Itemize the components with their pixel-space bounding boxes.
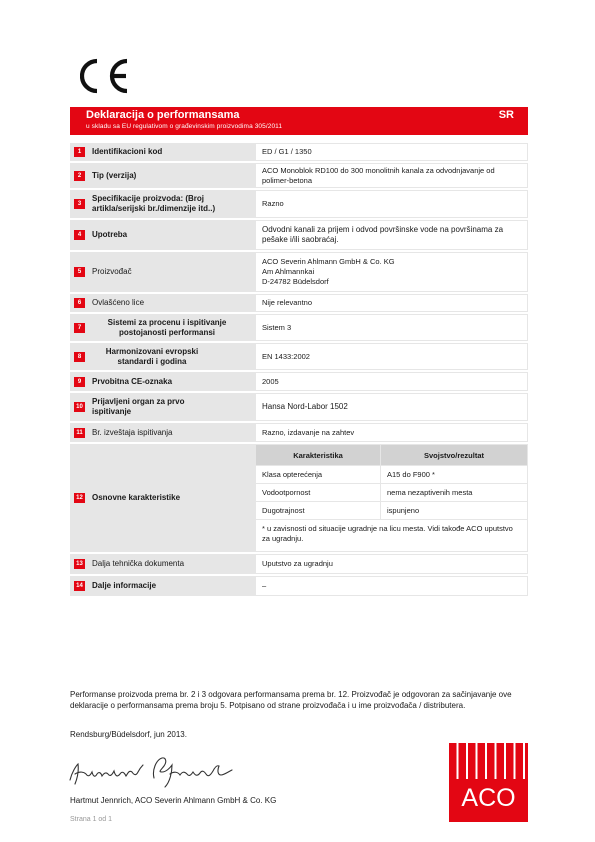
table-row	[70, 393, 528, 421]
row-number: 6	[74, 298, 85, 308]
row-value: EN 1433:2002	[256, 344, 527, 369]
characteristic-name: Dugotrajnost	[262, 506, 305, 515]
row-label: Osnovne karakteristike	[92, 493, 181, 502]
row-value: Razno	[256, 191, 527, 217]
characteristic-row	[256, 484, 527, 501]
table-row	[70, 143, 528, 161]
row-value: –	[256, 577, 527, 595]
row-number: 12	[74, 493, 85, 503]
performance-statement: Performanse proizvoda prema br. 2 i 3 odgovara performansama prema br. 12. Proizvođač je odgovoran za sačinjavanje ove deklaracije o performansama prema broju 5. Potpisano od strane proizvođača i u ime proizvođača / distributera.	[70, 690, 512, 710]
characteristic-value: A15 do F900 *	[380, 466, 527, 483]
row-value	[256, 253, 527, 291]
table-row	[70, 314, 528, 341]
table-row	[70, 343, 528, 370]
language-code: SR	[498, 109, 514, 121]
row-number: 8	[74, 352, 85, 362]
characteristic-value: nema nezaptivenih mesta	[380, 484, 527, 501]
row-value: Sistem 3	[256, 315, 527, 340]
row-number: 9	[74, 377, 85, 387]
manufacturer-street: Am Ahlmannkai	[262, 267, 315, 276]
characteristic-row	[256, 502, 527, 519]
table-row	[70, 294, 528, 312]
table-row	[70, 423, 528, 442]
table-row	[70, 163, 528, 188]
regulation-subtitle: u skladu sa EU regulativom o građevinskim proizvodima 305/2011	[86, 123, 283, 130]
signature-icon	[66, 752, 241, 790]
row-number: 11	[74, 428, 85, 438]
manufacturer-name: ACO Severin Ahlmann GmbH & Co. KG	[262, 257, 395, 266]
place-and-date: Rendsburg/Büdelsdorf, jun 2013.	[70, 730, 187, 739]
declaration-table	[70, 143, 528, 598]
row-number: 2	[74, 171, 85, 181]
characteristics-table	[256, 445, 527, 551]
row-value: ACO Monoblok RD100 do 300 monolitnih kanala za odvodnjavanje od polimer-betona	[256, 164, 527, 187]
table-row	[70, 576, 528, 596]
row-number: 1	[74, 147, 85, 157]
signatory-name: Hartmut Jennrich, ACO Severin Ahlmann GmbH & Co. KG	[70, 796, 277, 805]
row-value: Hansa Nord-Labor 1502	[256, 394, 527, 420]
aco-logo	[449, 743, 528, 822]
table-row	[70, 372, 528, 391]
row-value: Uputstvo za ugradnju	[256, 555, 527, 573]
row-number: 3	[74, 199, 85, 209]
row-label: Dalje informacije	[92, 581, 157, 590]
characteristic-row	[256, 466, 527, 483]
table-row	[70, 444, 528, 552]
row-value: Razno, izdavanje na zahtev	[256, 424, 527, 441]
row-label: Prijavljeni organ za prvo ispitivanje	[92, 397, 185, 416]
row-label: Identifikacioni kod	[92, 147, 163, 156]
characteristic-name: Vodootpornost	[262, 488, 311, 497]
row-label: Specifikacije proizvoda: (Broj artikla/serijski br./dimenzije itd..)	[92, 194, 216, 213]
characteristic-name: Klasa opterećenja	[262, 470, 323, 479]
table-row	[70, 220, 528, 250]
row-number: 10	[74, 402, 85, 412]
row-value: Odvodni kanali za prijem i odvod površinske vode na površinama za pešake i/ili saobraćaj.	[256, 221, 527, 249]
characteristics-header	[256, 445, 527, 465]
row-label: Upotreba	[92, 230, 128, 239]
row-number: 13	[74, 559, 85, 569]
row-label: Harmonizovani evropski standardi i godina	[105, 346, 199, 366]
row-label: Sistemi za procenu i ispitivanje postojanosti performansi	[107, 317, 227, 337]
characteristic-value: ispunjeno	[380, 502, 527, 519]
row-number: 7	[74, 323, 85, 333]
row-value: 2005	[256, 373, 527, 390]
row-value: ED / G1 / 1350	[256, 144, 527, 160]
row-number: 5	[74, 267, 85, 277]
row-number: 4	[74, 230, 85, 240]
table-row	[70, 252, 528, 292]
ce-mark-icon	[80, 58, 140, 94]
table-row	[70, 554, 528, 574]
row-value: Nije relevantno	[256, 295, 527, 311]
svg-text:ACO: ACO	[461, 784, 516, 812]
table-row	[70, 190, 528, 218]
row-label: Proizvođač	[92, 267, 132, 276]
title-banner	[70, 107, 528, 135]
row-number: 14	[74, 581, 85, 591]
row-label: Prvobitna CE-oznaka	[92, 376, 173, 386]
row-label: Ovlašćeno lice	[92, 298, 145, 307]
row-label: Dalja tehnička dokumenta	[92, 559, 185, 568]
header-characteristic: Karakteristika	[293, 450, 343, 460]
header-property: Svojstvo/rezultat	[380, 445, 527, 465]
row-label: Tip (verzija)	[92, 170, 137, 180]
page-title: Deklaracija o performansama	[86, 109, 240, 121]
manufacturer-city: D-24782 Büdelsdorf	[262, 277, 329, 286]
characteristics-note: * u zavisnosti od situacije ugradnje na licu mesta. Vidi takođe ACO uputstvo za ugradnju.	[256, 520, 527, 551]
row-label: Br. izveštaja ispitivanja	[92, 427, 173, 437]
page-number: Strana 1 od 1	[70, 816, 113, 823]
